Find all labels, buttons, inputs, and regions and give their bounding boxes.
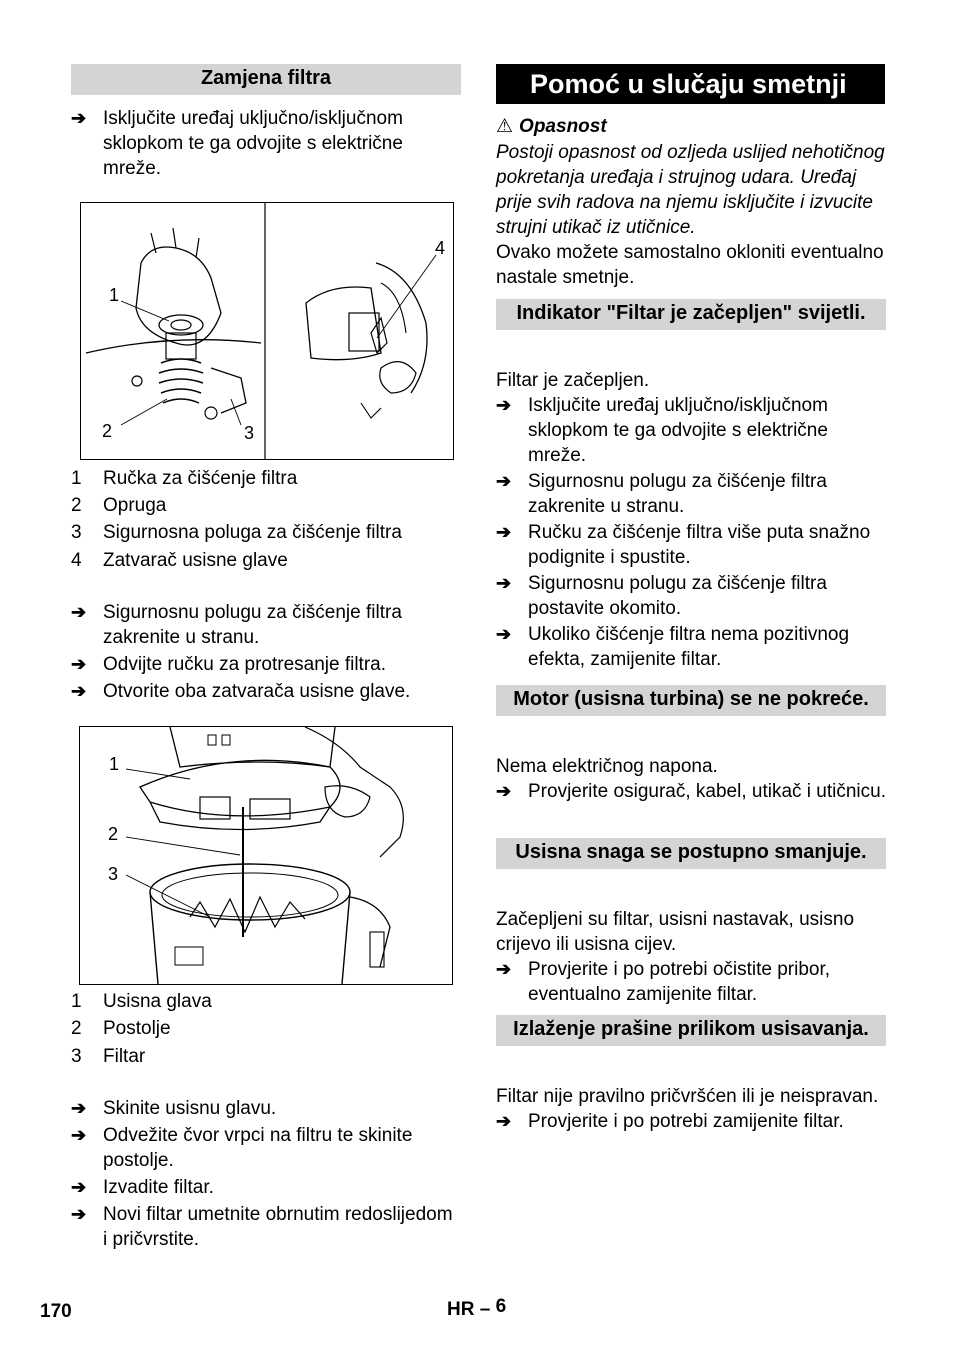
arrow-right-icon: ➔ (71, 681, 87, 701)
arrow-right-icon: ➔ (71, 654, 87, 674)
intro-text: Ovako možete samostalno okloniti eventualno nastale smetnje. (496, 242, 884, 288)
danger-heading (496, 114, 886, 140)
arrow-right-icon: ➔ (496, 573, 512, 593)
legend-text: Usisna glava (103, 991, 212, 1012)
section-heading-motor-not-starting: Motor (usisna turbina) se ne pokreće. (496, 685, 886, 716)
step-item (71, 106, 461, 181)
arrow-right-icon: ➔ (71, 1177, 87, 1197)
legend-item (71, 989, 451, 1016)
illustration-filter-handle (81, 203, 453, 459)
step-text: Sigurnosnu polugu za čišćenje filtra zakrenite u stranu. (528, 471, 827, 517)
step-item (71, 1175, 456, 1200)
arrow-right-icon: ➔ (71, 1125, 87, 1145)
section-heading-dust-escaping: Izlaženje prašine prilikom usisavanja. (496, 1015, 886, 1046)
arrow-right-icon: ➔ (496, 959, 512, 979)
step-text: Izvadite filtar. (103, 1177, 214, 1198)
step-item (71, 679, 461, 704)
cause-text: Filtar je začepljen. (496, 370, 650, 391)
step-text: Isključite uređaj uključno/isključnom sklopkom te ga odvojite s električne mreže. (528, 395, 828, 466)
legend-item (71, 548, 451, 575)
step-list (71, 1096, 456, 1252)
figure-suction-head (79, 726, 453, 985)
step-text: Isključite uređaj uključno/isključnom sklopkom te ga odvojite s električne mreže. (103, 108, 403, 179)
legend-text: Postolje (103, 1018, 171, 1039)
footer-dash: – (479, 1299, 491, 1320)
step-item (71, 1096, 456, 1121)
step-text: Ručku za čišćenje filtra više puta snažno podignite i spustite. (528, 522, 871, 568)
legend-list (71, 466, 451, 575)
step-text: Sigurnosnu polugu za čišćenje filtra zakrenite u stranu. (103, 602, 402, 648)
page-language-marker (447, 1297, 506, 1322)
figure-label: 2 (102, 421, 113, 441)
page-number: 170 (40, 1301, 72, 1322)
figure-label: 2 (108, 824, 119, 844)
step-text: Otvorite oba zatvarača usisne glave. (103, 681, 411, 702)
step-item (496, 469, 886, 519)
cause-text: Nema električnog napona. (496, 756, 718, 777)
step-text: Odvijte ručku za protresanje filtra. (103, 654, 387, 675)
legend-item (71, 520, 451, 548)
section-heading-filter-replacement: Zamjena filtra (71, 64, 461, 95)
step-text: Provjerite osigurač, kabel, utikač i utičnicu. (528, 781, 886, 802)
step-item (496, 571, 886, 621)
legend-number: 3 (71, 1046, 82, 1067)
figure-label: 3 (244, 423, 255, 443)
language-code: HR (447, 1299, 475, 1320)
section-heading-filter-clogged: Indikator "Filtar je začepljen" svijetli. (496, 299, 886, 330)
section-body (496, 907, 886, 1007)
legend-text: Sigurnosna poluga za čišćenje filtra (103, 522, 402, 543)
danger-block (496, 114, 886, 290)
figure-label: 1 (109, 754, 120, 774)
step-list (71, 600, 461, 704)
step-item (496, 622, 886, 672)
figure-label: 1 (109, 285, 120, 305)
step-item (71, 652, 461, 677)
section-body (496, 754, 886, 804)
step-text: Provjerite i po potrebi zamijenite filtar. (528, 1111, 844, 1132)
legend-number: 2 (71, 495, 82, 516)
legend-text: Zatvarač usisne glave (103, 550, 288, 571)
step-text: Novi filtar umetnite obrnutim redoslijedom i pričvrstite. (103, 1204, 453, 1250)
legend-text: Ručka za čišćenje filtra (103, 468, 298, 489)
legend-text: Opruga (103, 495, 167, 516)
step-item (71, 600, 461, 650)
legend-item (71, 1044, 451, 1071)
step-item (71, 1202, 456, 1252)
step-item (496, 1109, 886, 1134)
legend-text: Filtar (103, 1046, 146, 1067)
arrow-right-icon: ➔ (71, 1098, 87, 1118)
legend-number: 1 (71, 991, 82, 1012)
illustration-suction-head (80, 727, 452, 984)
arrow-right-icon: ➔ (496, 781, 512, 801)
danger-label: Opasnost (519, 116, 607, 137)
step-item (496, 957, 886, 1007)
legend-item (71, 466, 451, 493)
arrow-right-icon: ➔ (496, 624, 512, 644)
legend-number: 3 (71, 522, 82, 543)
legend-number: 4 (71, 550, 82, 571)
legend-number: 2 (71, 1018, 82, 1039)
legend-list (71, 989, 451, 1071)
step-text: Sigurnosnu polugu za čišćenje filtra postavite okomito. (528, 573, 827, 619)
legend-item (71, 1016, 451, 1044)
figure-filter-handle (80, 202, 454, 460)
step-item (71, 1123, 456, 1173)
arrow-right-icon: ➔ (71, 602, 87, 622)
section-body (496, 1084, 886, 1134)
figure-label: 3 (108, 864, 119, 884)
page-title: Pomoć u slučaju smetnji (496, 64, 885, 104)
legend-number: 1 (71, 468, 82, 489)
warning-triangle-icon: ⚠ (496, 116, 514, 137)
legend-item (71, 493, 451, 520)
section-heading-suction-decreasing: Usisna snaga se postupno smanjuje. (496, 838, 886, 869)
step-item (496, 779, 886, 804)
arrow-right-icon: ➔ (496, 522, 512, 542)
step-text: Skinite usisnu glavu. (103, 1098, 277, 1119)
arrow-right-icon: ➔ (71, 1204, 87, 1224)
step-text: Odvežite čvor vrpci na filtru te skinite postolje. (103, 1125, 413, 1171)
arrow-right-icon: ➔ (496, 395, 512, 415)
step-item (496, 393, 886, 468)
cause-text: Začepljeni su filtar, usisni nastavak, usisno crijevo ili usisna cijev. (496, 909, 855, 955)
step-text: Ukoliko čišćenje filtra nema pozitivnog efekta, zamijenite filtar. (528, 624, 850, 670)
section-body (496, 368, 886, 672)
figure-label: 4 (435, 238, 446, 258)
step-text: Provjerite i po potrebi očistite pribor, eventualno zamijenite filtar. (528, 959, 831, 1005)
step-item (496, 520, 886, 570)
arrow-right-icon: ➔ (71, 108, 87, 128)
arrow-right-icon: ➔ (496, 1111, 512, 1131)
danger-text: Postoji opasnost od ozljeda uslijed nehotičnog pokretanja uređaja i strujnog udara. Uređaj prije svih radova na njemu isključite i izvucite strujni utikač iz utičnice. (496, 142, 885, 238)
arrow-right-icon: ➔ (496, 471, 512, 491)
sub-page-number: 6 (495, 1296, 507, 1317)
cause-text: Filtar nije pravilno pričvršćen ili je neispravan. (496, 1086, 879, 1107)
